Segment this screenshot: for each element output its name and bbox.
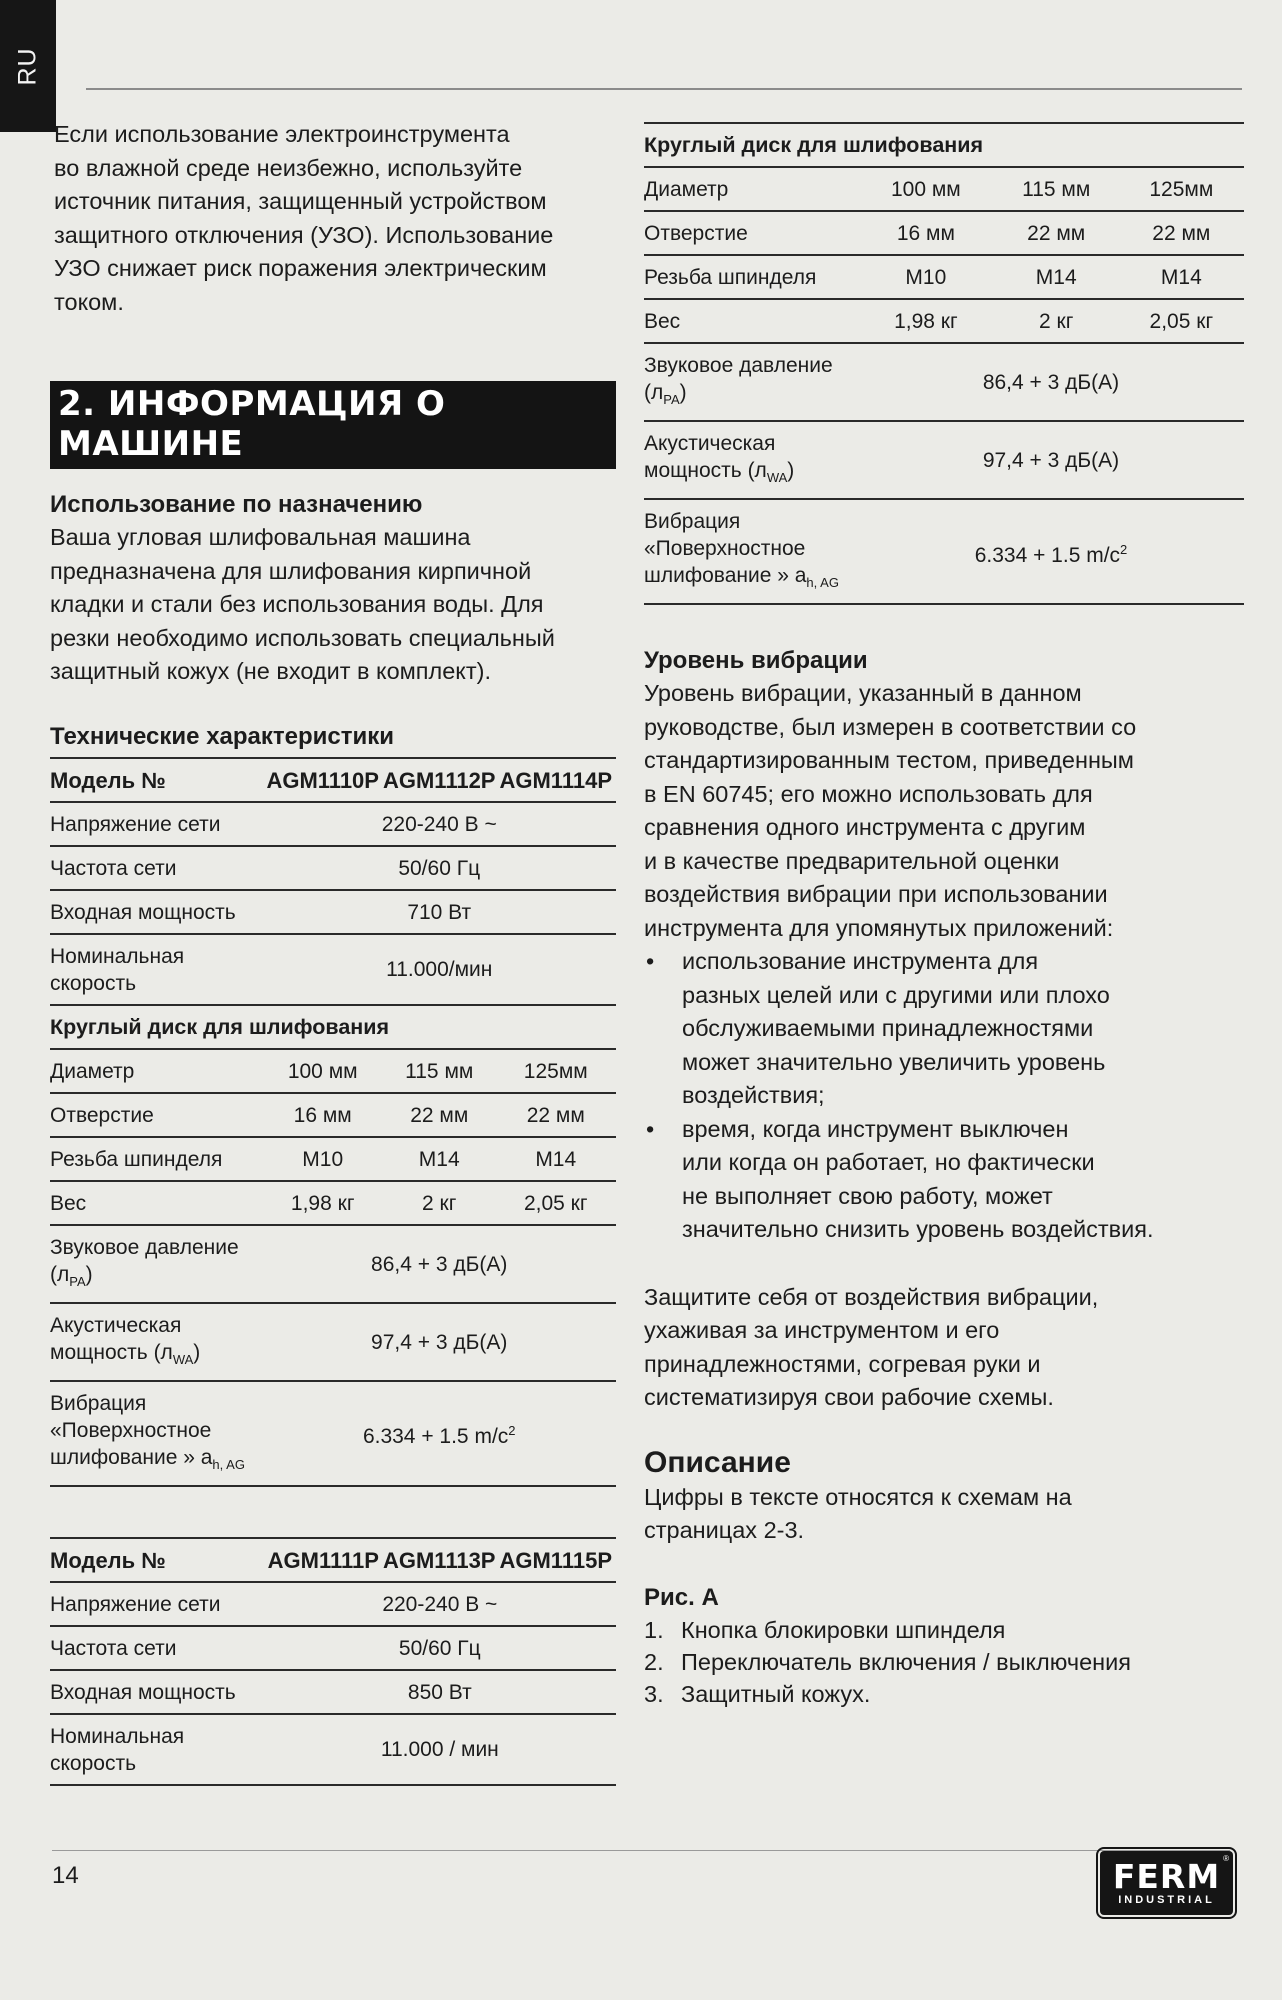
acoustic-power-symbol [50, 1339, 262, 1373]
thread-value: M14 [1123, 255, 1244, 299]
speed-row [50, 1714, 616, 1785]
vibration-value [266, 1381, 616, 1486]
table-gap [50, 1487, 616, 1533]
acoustic-power-label [50, 1303, 266, 1381]
speed-label-line: Номинальная [50, 1724, 185, 1748]
vibration-label-line: Вибрация [644, 510, 741, 533]
description-heading: Описание [644, 1445, 791, 1479]
vibration-label-line: «Поверхностное [50, 1418, 212, 1442]
bore-value: 22 мм [383, 1093, 500, 1137]
warning-line: во влажной среде неизбежно, используйте [54, 154, 523, 181]
acoustic-power-label-line: Акустическая [50, 1313, 182, 1337]
weight-label: Вес [50, 1181, 266, 1225]
power-row [50, 1670, 616, 1714]
intended-use-line: кладки и стали без использования воды. Для [50, 591, 544, 617]
weight-value: 2 кг [994, 299, 1123, 343]
bullet-line: время, когда инструмент выключен [682, 1115, 1069, 1142]
item-text: Защитный кожух. [681, 1680, 871, 1707]
power-value: 850 Вт [268, 1670, 616, 1714]
thread-value: M14 [383, 1137, 500, 1181]
intended-use-line: резки необходимо использовать специальный [50, 624, 555, 651]
voltage-row [50, 802, 616, 846]
vibration-bullet-list [644, 945, 1244, 1247]
power-value: 710 Вт [266, 890, 616, 934]
bore-label: Отверстие [644, 211, 862, 255]
voltage-label: Напряжение сети [50, 802, 266, 846]
bullet-line: обслуживаемыми принадлежностями [682, 1015, 1094, 1041]
item-number: 2. [644, 1648, 664, 1675]
rcd-warning [50, 118, 616, 319]
diameter-value: 115 мм [994, 167, 1123, 211]
frequency-label: Частота сети [50, 1626, 268, 1670]
voltage-row [50, 1582, 616, 1626]
section-title: 2. ИНФОРМАЦИЯ О МАШИНЕ [50, 381, 616, 469]
frequency-label: Частота сети [50, 846, 266, 890]
description-line: страницах 2-3. [644, 1517, 805, 1543]
tech-specs-heading: Технические характеристики [50, 722, 395, 750]
vibration-row [50, 1381, 616, 1486]
acoustic-power-row [644, 421, 1244, 499]
intended-use-line: Ваша угловая шлифовальная машина [50, 524, 471, 550]
item-text: Кнопка блокировки шпинделя [681, 1616, 1006, 1643]
bullet-line: не выполняет свою работу, может [682, 1182, 1053, 1209]
thread-value: M10 [266, 1137, 383, 1181]
vibration-text-line: в EN 60745; его можно использовать для [644, 780, 1093, 807]
vibration-label-line: Вибрация [50, 1391, 147, 1415]
speed-label-line: скорость [50, 1751, 137, 1775]
disc-spec-table [644, 122, 1244, 605]
voltage-value: 220-240 В ~ [266, 802, 616, 846]
acoustic-power-value: 97,4 + 3 дБ(А) [266, 1303, 616, 1381]
bullet-line: или когда он работает, но фактически [682, 1149, 1095, 1175]
frequency-row [50, 1626, 616, 1670]
power-row [50, 890, 616, 934]
model-value: AGM1111P [268, 1538, 383, 1582]
speed-label [50, 934, 266, 1005]
acoustic-power-row [50, 1303, 616, 1381]
vibration-symbol [50, 1444, 262, 1478]
vibration-symbol [644, 562, 858, 596]
vibration-text-line: стандартизированным тестом, приведенным [644, 747, 1134, 773]
acoustic-power-label [644, 421, 862, 499]
vibration-value-exponent: 2 [508, 1423, 516, 1438]
warning-line: Если использование электроинструмента [54, 121, 510, 147]
protection-line: принадлежностями, согревая руки и [644, 1350, 1041, 1377]
symbol-close: ) [85, 1262, 93, 1286]
weight-value: 2 кг [383, 1181, 500, 1225]
thread-row [50, 1137, 616, 1181]
weight-value: 1,98 кг [862, 299, 994, 343]
symbol-subscript: PA [663, 392, 680, 407]
spec-table-2 [50, 1537, 616, 1786]
logo-wordmark: FERM [1112, 1856, 1221, 1896]
ferm-industrial-logo [1100, 1851, 1233, 1915]
vibration-text-line: инструмента для упомянутых приложений: [644, 914, 1114, 941]
item-number: 1. [644, 1616, 664, 1643]
voltage-label: Напряжение сети [50, 1582, 268, 1626]
symbol-subscript: h, AG [806, 575, 839, 590]
diameter-row [644, 167, 1244, 211]
language-code: RU [13, 46, 42, 86]
weight-label: Вес [644, 299, 862, 343]
bullet-dot: • [646, 1115, 655, 1142]
list-item [644, 1678, 1244, 1710]
bottom-divider [52, 1850, 1230, 1851]
intended-use-text [50, 521, 616, 689]
sound-pressure-value: 86,4 + 3 дБ(А) [266, 1225, 616, 1303]
disc-heading: Круглый диск для шлифования [50, 1005, 616, 1049]
speed-value: 11.000 / мин [268, 1714, 616, 1785]
diameter-value: 125мм [1123, 167, 1244, 211]
symbol-close: ) [193, 1340, 201, 1364]
symbol-subscript: PA [69, 1273, 86, 1289]
model-value: AGM1113P [383, 1538, 500, 1582]
top-divider [86, 88, 1242, 90]
bore-value: 16 мм [862, 211, 994, 255]
item-number: 3. [644, 1680, 664, 1707]
warning-line: защитного отключения (УЗО). Использование [54, 221, 554, 248]
weight-row [644, 299, 1244, 343]
speed-label-line: скорость [50, 971, 137, 995]
thread-value: M10 [862, 255, 994, 299]
speed-value: 11.000/мин [266, 934, 616, 1005]
vibration-row [644, 499, 1244, 604]
warning-line: УЗО снижает риск поражения электрическим [54, 255, 547, 281]
weight-value: 2,05 кг [1123, 299, 1244, 343]
acoustic-power-symbol [644, 457, 858, 491]
vibration-value [862, 499, 1244, 604]
speed-label-line: Номинальная [50, 944, 185, 968]
model-label: Модель № [50, 758, 266, 802]
frequency-value: 50/60 Гц [266, 846, 616, 890]
vibration-value-text: 6.334 + 1.5 m/c [362, 1425, 509, 1448]
bullet-line: может значительно увеличить уровень [682, 1048, 1106, 1075]
spec-table-1 [50, 757, 616, 1487]
logo-subline: INDUSTRIAL [1118, 1893, 1215, 1906]
sound-pressure-label [644, 343, 862, 421]
description-text [644, 1481, 1244, 1548]
symbol-text: мощность (л [644, 459, 767, 482]
diameter-label: Диаметр [644, 167, 862, 211]
protection-line: Защитите себя от воздействия вибрации, [644, 1283, 1099, 1310]
power-label: Входная мощность [50, 1670, 268, 1714]
warning-line: источник питания, защищенный устройством [54, 188, 547, 214]
thread-label: Резьба шпинделя [644, 255, 862, 299]
acoustic-power-value: 97,4 + 3 дБ(А) [862, 421, 1244, 499]
sound-pressure-symbol [644, 379, 858, 413]
frequency-row [50, 846, 616, 890]
sound-pressure-row [644, 343, 1244, 421]
speed-label [50, 1714, 268, 1785]
bullet-line: использование инструмента для [682, 948, 1039, 974]
bore-row [50, 1093, 616, 1137]
language-tab [0, 0, 56, 132]
vibration-value-exponent: 2 [1120, 541, 1128, 557]
thread-row [644, 255, 1244, 299]
model-value: AGM1115P [499, 1538, 616, 1582]
diameter-value: 115 мм [383, 1049, 500, 1093]
sound-pressure-label-line: Звуковое давление [644, 354, 833, 377]
vibration-level-heading: Уровень вибрации [644, 647, 868, 674]
list-item [644, 1614, 1244, 1646]
acoustic-power-label-line: Акустическая [644, 432, 776, 455]
symbol-close: ) [679, 381, 687, 404]
bore-value: 22 мм [499, 1093, 616, 1137]
symbol-text: (л [644, 381, 664, 404]
left-column [50, 118, 616, 1786]
symbol-text: (л [50, 1262, 70, 1286]
figure-heading: Рис. А [644, 1583, 719, 1611]
protection-line: систематизируя свои рабочие схемы. [644, 1384, 1054, 1410]
vibration-label [50, 1381, 266, 1486]
intended-use-line: предназначена для шлифования кирпичной [50, 557, 532, 584]
model-value: AGM1110P [266, 758, 383, 802]
bullet-item [644, 1113, 1244, 1247]
voltage-value: 220-240 В ~ [268, 1582, 616, 1626]
bullet-line: значительно снизить уровень воздействия. [682, 1216, 1154, 1242]
diameter-row [50, 1049, 616, 1093]
disc-heading-row [644, 123, 1244, 167]
sound-pressure-value: 86,4 + 3 дБ(А) [862, 343, 1244, 421]
vibration-text-line: воздействия вибрации при использовании [644, 881, 1108, 907]
symbol-text: мощность (л [50, 1340, 173, 1364]
weight-row [50, 1181, 616, 1225]
thread-label: Резьба шпинделя [50, 1137, 266, 1181]
item-text: Переключатель включения / выключения [681, 1648, 1131, 1675]
symbol-text: шлифование » a [50, 1445, 213, 1469]
vibration-label [644, 499, 862, 604]
symbol-subscript: h, AG [212, 1456, 245, 1472]
bore-value: 22 мм [994, 211, 1123, 255]
bullet-item [644, 945, 1244, 1113]
diameter-value: 100 мм [266, 1049, 383, 1093]
right-column [644, 118, 1244, 1710]
thread-value: M14 [994, 255, 1123, 299]
weight-value: 2,05 кг [499, 1181, 616, 1225]
frequency-value: 50/60 Гц [268, 1626, 616, 1670]
symbol-close: ) [787, 459, 795, 482]
protection-line: ухаживая за инструментом и его [644, 1317, 1000, 1343]
sound-pressure-label [50, 1225, 266, 1303]
sound-pressure-symbol [50, 1261, 262, 1295]
sound-pressure-label-line: Звуковое давление [50, 1235, 239, 1259]
bore-row [644, 211, 1244, 255]
weight-value: 1,98 кг [266, 1181, 383, 1225]
warning-line: током. [54, 288, 124, 315]
symbol-text: шлифование » a [644, 564, 807, 587]
vibration-text-line: Уровень вибрации, указанный в данном [644, 680, 1082, 706]
model-label: Модель № [50, 1538, 268, 1582]
symbol-subscript: WA [766, 470, 788, 485]
vibration-text-line: и в качестве предварительной оценки [644, 847, 1060, 874]
figure-parts-list [644, 1614, 1244, 1710]
diameter-value: 125мм [499, 1049, 616, 1093]
bullet-dot: • [646, 948, 655, 974]
thread-value: M14 [499, 1137, 616, 1181]
sound-pressure-row [50, 1225, 616, 1303]
model-value: AGM1114P [499, 758, 616, 802]
bullet-line: разных целей или с другими или плохо [682, 981, 1110, 1008]
symbol-subscript: WA [172, 1351, 194, 1367]
model-row [50, 758, 616, 802]
diameter-value: 100 мм [862, 167, 994, 211]
protection-text [644, 1281, 1244, 1415]
model-value: AGM1112P [383, 758, 500, 802]
vibration-value-text: 6.334 + 1.5 m/c [974, 543, 1121, 567]
model-row [50, 1538, 616, 1582]
vibration-label-line: «Поверхностное [644, 537, 806, 560]
intended-use-heading: Использование по назначению [50, 491, 423, 518]
page-number: 14 [52, 1862, 79, 1889]
intended-use-line: защитный кожух (не входит в комплект). [50, 658, 491, 684]
diameter-label: Диаметр [50, 1049, 266, 1093]
disc-heading: Круглый диск для шлифования [644, 123, 1244, 167]
speed-row [50, 934, 616, 1005]
vibration-level-text [644, 677, 1244, 945]
vibration-text-line: руководстве, был измерен в соответствии со [644, 713, 1137, 740]
vibration-text-line: сравнения одного инструмента с другим [644, 814, 1086, 840]
bore-label: Отверстие [50, 1093, 266, 1137]
bore-value: 22 мм [1123, 211, 1244, 255]
disc-heading-row [50, 1005, 616, 1049]
bullet-line: воздействия; [682, 1082, 825, 1108]
list-item [644, 1646, 1244, 1678]
description-line: Цифры в тексте относятся к схемам на [644, 1483, 1072, 1510]
bore-value: 16 мм [266, 1093, 383, 1137]
power-label: Входная мощность [50, 890, 266, 934]
registered-mark: ® [1223, 1854, 1229, 1863]
